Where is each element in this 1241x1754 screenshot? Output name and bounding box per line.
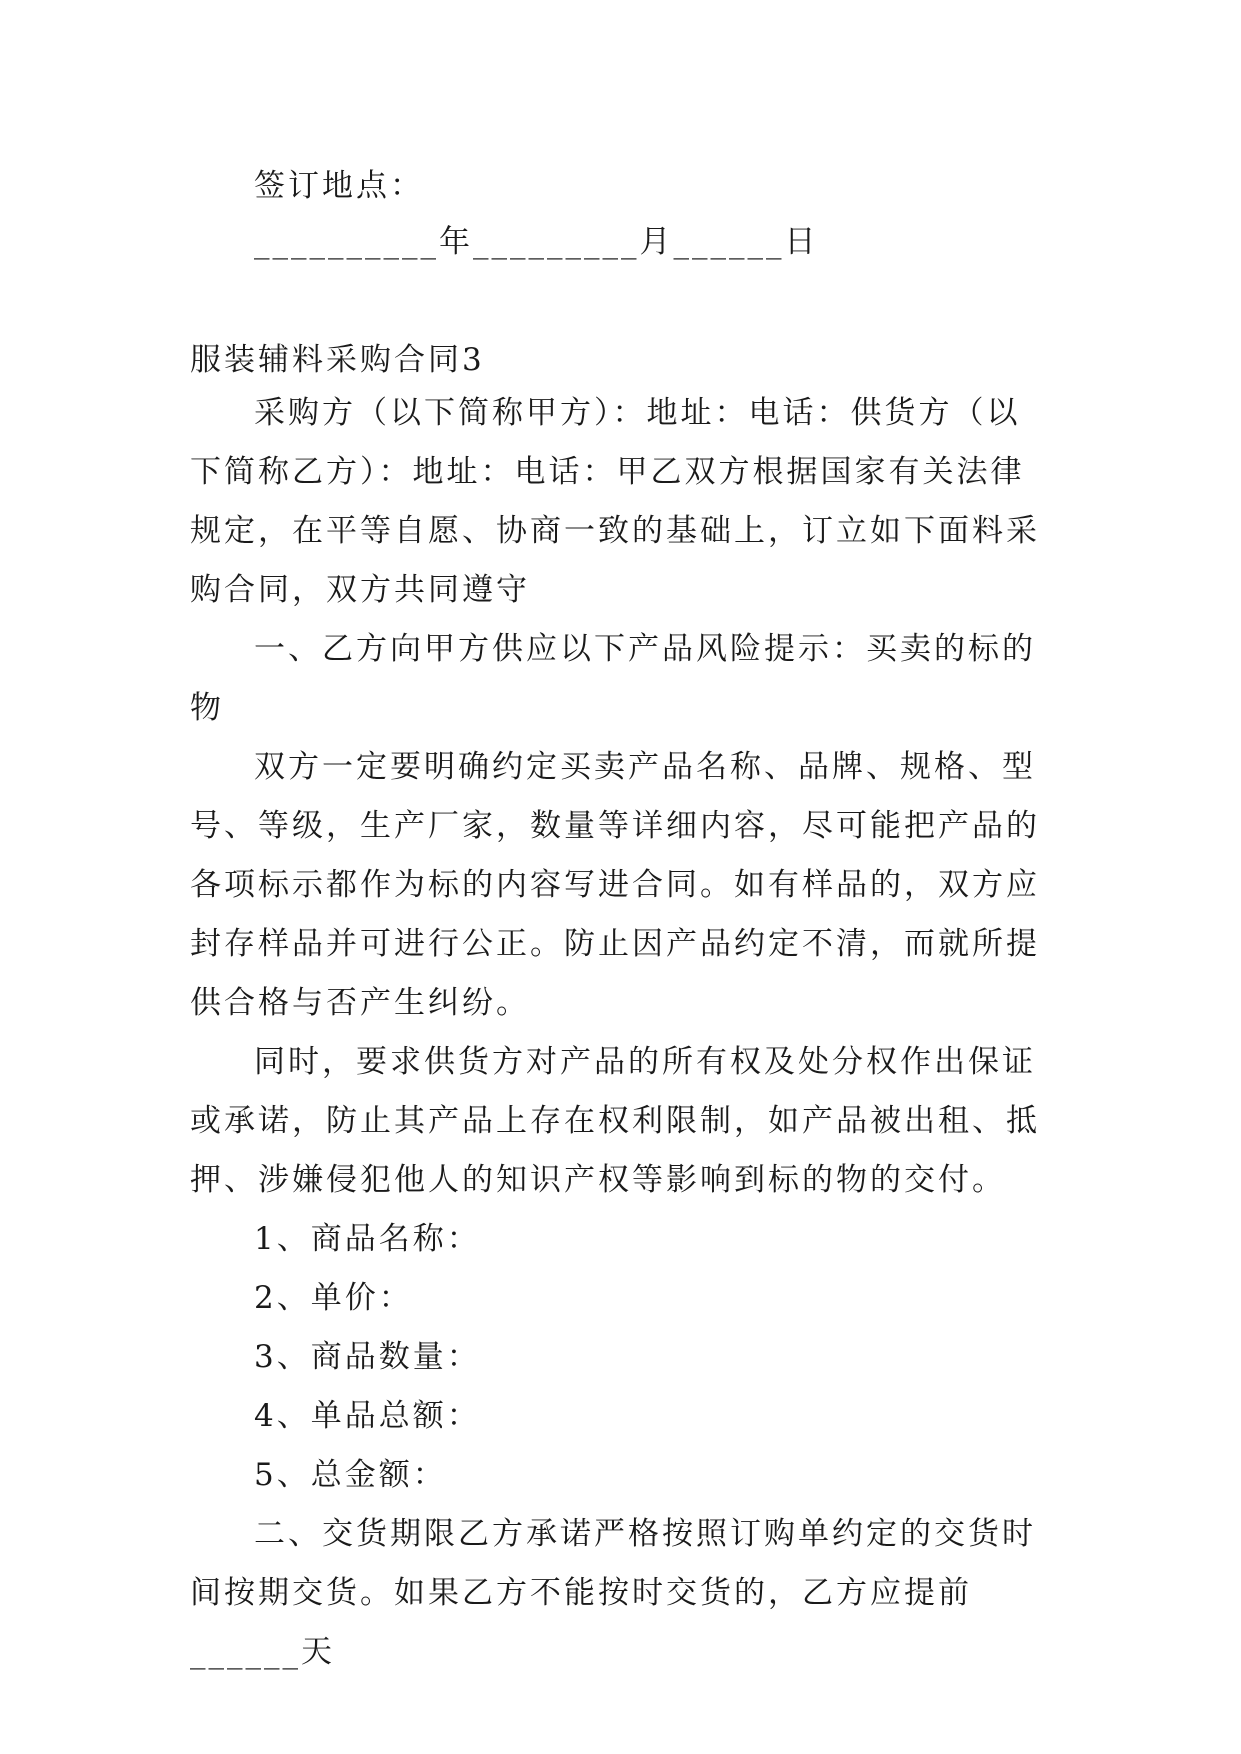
list-item: 3、商品数量： — [254, 1339, 481, 1375]
contract-body — [190, 384, 1050, 1682]
paragraph-parties: 采购方（以下简称甲方）：地址：电话：供货方（以下简称乙方）：地址：电话：甲乙双方根据国家有关法律规定，在平等自愿、协商一致的基础上，订立如下面料采购合同，双方共同遵守 — [190, 395, 1040, 608]
paragraph-subject-matter: 双方一定要明确约定买卖产品名称、品牌、规格、型号、等级，生产厂家，数量等详细内容，尽可能把产品的各项标示都作为标的内容写进合同。如有样品的，双方应封存样品并可进行公正。防止因产品约定不清，而就所提供合格与否产生纠纷。 — [190, 749, 1040, 1021]
paragraph-delivery: 二、交货期限乙方承诺严格按照订购单约定的交货时间按期交货。如果乙方不能按时交货的，乙方应提前______天 — [190, 1516, 1036, 1670]
list-item: 5、总金额： — [254, 1457, 447, 1493]
signing-date-line: __________年_________月______日 — [254, 224, 819, 260]
paragraph-clause-one: 一、乙方向甲方供应以下产品风险提示：买卖的标的物 — [190, 631, 1036, 726]
list-item: 2、单价： — [254, 1280, 413, 1316]
list-item: 4、单品总额： — [254, 1398, 481, 1434]
list-item: 1、商品名称： — [254, 1221, 481, 1257]
paragraph-ownership: 同时，要求供货方对产品的所有权及处分权作出保证或承诺，防止其产品上存在权利限制，如产品被出租、抵押、涉嫌侵犯他人的知识产权等影响到标的物的交付。 — [190, 1044, 1040, 1198]
signing-place-label: 签订地点： — [254, 168, 424, 204]
section-title: 服装辅料采购合同3 — [190, 342, 485, 378]
